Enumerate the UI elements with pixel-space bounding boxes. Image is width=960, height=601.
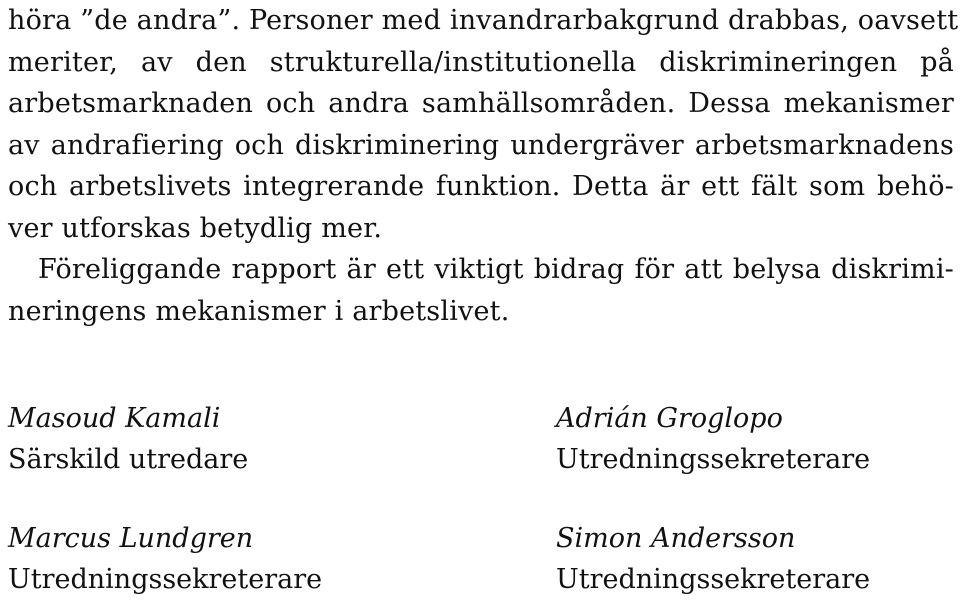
text-line: av andrafiering och diskriminering undergräver arbetsmarknadens [8, 129, 954, 161]
signatory-name: Simon Andersson [556, 523, 796, 554]
paragraph-1 [8, 0, 959, 249]
signatory-name: Marcus Lundgren [8, 523, 254, 554]
text-line: höra ”de andra”. Personer med invandrarbakgrund drabbas, oavsett [8, 5, 959, 36]
text-line: meriter, av den strukturella/institutionella diskrimineringen på [8, 46, 954, 78]
signatory-name: Masoud Kamali [8, 403, 221, 434]
text-line: ver utforskas betydlig mer. [8, 212, 383, 244]
body-text [8, 0, 959, 332]
signature-marcus-lundgren [8, 518, 322, 600]
signatory-name: Adrián Groglopo [556, 403, 783, 434]
signature-masoud-kamali [8, 398, 248, 480]
text-line: arbetsmarknaden och andra samhällsområden. Dessa mekanismer [8, 88, 954, 119]
paragraph-2 [8, 249, 954, 332]
signature-simon-andersson [556, 518, 870, 600]
text-line: Föreliggande rapport är ett viktigt bidrag för att belysa diskrimi- [38, 254, 954, 285]
text-line: neringens mekanismer i arbetslivet. [8, 295, 510, 327]
signatory-title: Utredningssekreterare [8, 564, 323, 595]
signatory-title: Utredningssekreterare [556, 564, 871, 595]
text-line: och arbetslivets integrerande funktion. Detta är ett fält som behö- [8, 171, 954, 202]
signature-adrian-groglopo [556, 398, 870, 480]
signatory-title: Utredningssekreterare [556, 444, 871, 475]
signatory-title: Särskild utredare [8, 444, 249, 475]
